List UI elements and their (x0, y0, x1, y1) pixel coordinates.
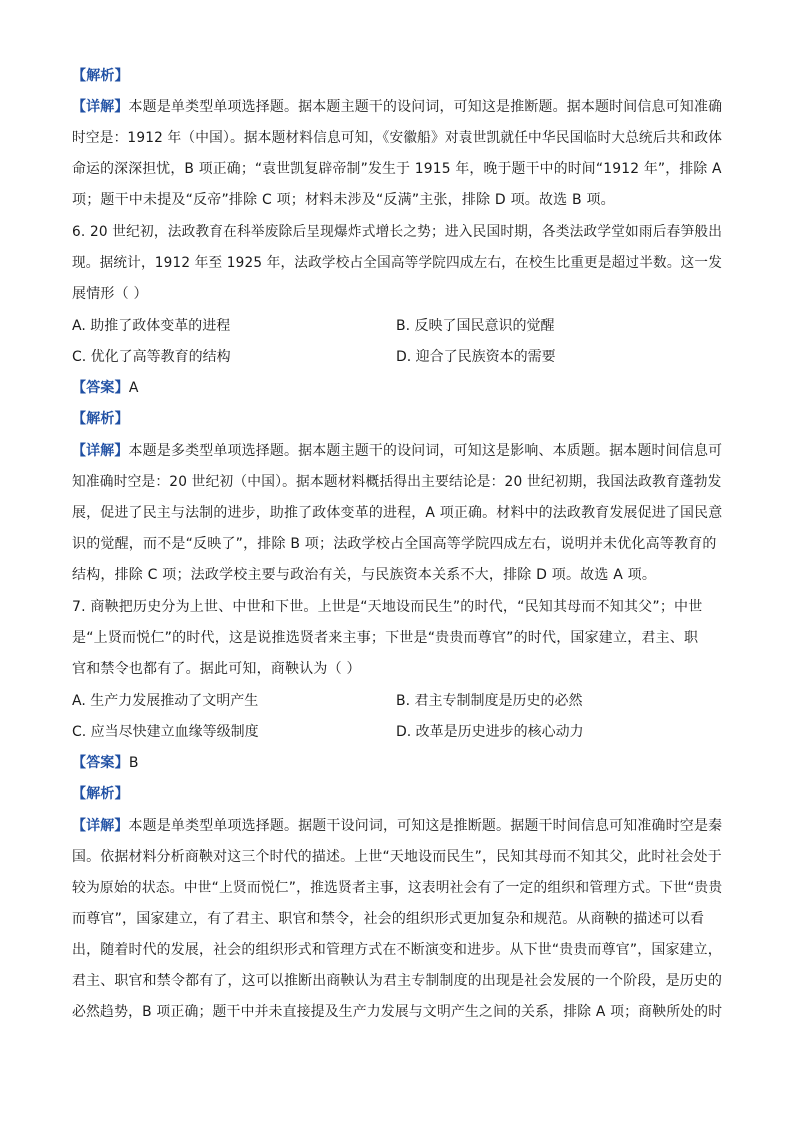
question-6-stem: 展情形（ ） (72, 286, 148, 302)
q7-answer: 【答案】B (72, 755, 139, 771)
detail-line: 时空是：1912 年（中国）。据本题材料信息可知，《安徽船》对袁世凯就任中华民国临时大总统后共和政体 (72, 130, 723, 146)
q7-option-d: D. 改革是历史进步的核心动力 (396, 724, 584, 740)
q6-analysis-heading: 【解析】 (72, 411, 129, 427)
q6-detail-line: 识的觉醒，而不是“反映了”，排除 B 项；法政学校占全国高等学院四成左右，说明并未优化高等教育的 (72, 536, 717, 552)
q6-option-d: D. 迎合了民族资本的需要 (396, 349, 556, 365)
question-7-stem: 是“上贤而悦仁”的时代，这是说推选贤者来主事；下世是“贵贵而尊官”的时代，国家建立，君主、职 (72, 630, 699, 646)
q6-option-a: A. 助推了政体变革的进程 (72, 318, 231, 334)
q7-detail-line: 较为原始的状态。中世“上贤而悦仁”，推选贤者主事，这表明社会有了一定的组织和管理方式。下世“贵贵 (72, 880, 723, 896)
q7-detail-line: 君主、职官和禁令都有了，这可以推断出商鞅认为君主专制制度的出现是社会发展的一个阶段，是历史的 (72, 973, 723, 989)
q7-detail-line: 而尊官”，国家建立，有了君主、职官和禁令，社会的组织形式更加复杂和规范。从商鞅的描述可以看 (72, 911, 705, 927)
q7-detail-line: 必然趋势，B 项正确；题干中并未直接提及生产力发展与文明产生之间的关系，排除 A 项；商鞅所处的时 (72, 1004, 723, 1020)
detail-line: 【详解】本题是单类型单项选择题。据本题主题干的设问词，可知这是推断题。据本题时间信息可知准确 (72, 99, 723, 115)
q6-detail-line: 结构，排除 C 项；法政学校主要与政治有关，与民族资本关系不大，排除 D 项。故选 A 项。 (72, 567, 657, 583)
detail-line: 项；题干中未提及“反帝”排除 C 项；材料未涉及“反满”主张，排除 D 项。故选 B 项。 (72, 192, 615, 208)
q6-option-c: C. 优化了高等教育的结构 (72, 349, 231, 365)
q6-detail-line: 【详解】本题是多类型单项选择题。据本题主题干的设问词，可知这是影响、本质题。据本题时间信息可 (72, 443, 723, 459)
question-6-stem: 现。据统计，1912 年至 1925 年，法政学校占全国高等学院四成左右，在校生比重更是超过半数。这一发 (72, 255, 723, 271)
q6-detail-line: 知准确时空是：20 世纪初（中国）。据本题材料概括得出主要结论是：20 世纪初期，我国法政教育蓬勃发 (72, 474, 722, 490)
q6-detail-line: 展，促进了民主与法制的进步，助推了政体变革的进程，A 项正确。材料中的法政教育发展促进了国民意 (72, 505, 723, 521)
q7-option-a: A. 生产力发展推动了文明产生 (72, 693, 259, 709)
q6-answer: 【答案】A (72, 380, 139, 396)
q7-detail-line: 国。依据材料分析商鞅对这三个时代的描述。上世“天地设而民生”，民知其母而不知其父，此时社会处于 (72, 849, 722, 865)
q7-option-c: C. 应当尽快建立血缘等级制度 (72, 724, 259, 740)
question-6-stem: 6. 20 世纪初，法政教育在科举废除后呈现爆炸式增长之势；进入民国时期，各类法政学堂如雨后春笋般出 (72, 224, 723, 240)
question-7-stem: 7. 商鞅把历史分为上世、中世和下世。上世是“天地设而民生”的时代，“民知其母而不知其父”；中世 (72, 599, 703, 615)
question-7-stem: 官和禁令也都有了。据此可知，商鞅认为（ ） (72, 661, 361, 677)
q6-option-b: B. 反映了国民意识的觉醒 (396, 318, 555, 334)
analysis-heading: 【解析】 (72, 68, 129, 84)
q7-option-b: B. 君主专制制度是历史的必然 (396, 693, 583, 709)
detail-line: 命运的深深担忧，B 项正确；“袁世凯复辟帝制”发生于 1915 年，晚于题干中的时间“1912 年”，排除 A (72, 161, 722, 177)
q7-analysis-heading: 【解析】 (72, 786, 129, 802)
q7-detail-line: 【详解】本题是单类型单项选择题。据题干设问词，可知这是推断题。据题干时间信息可知准确时空是秦 (72, 818, 723, 834)
q7-detail-line: 出，随着时代的发展，社会的组织形式和管理方式在不断演变和进步。从下世“贵贵而尊官”，国家建立， (72, 942, 722, 958)
